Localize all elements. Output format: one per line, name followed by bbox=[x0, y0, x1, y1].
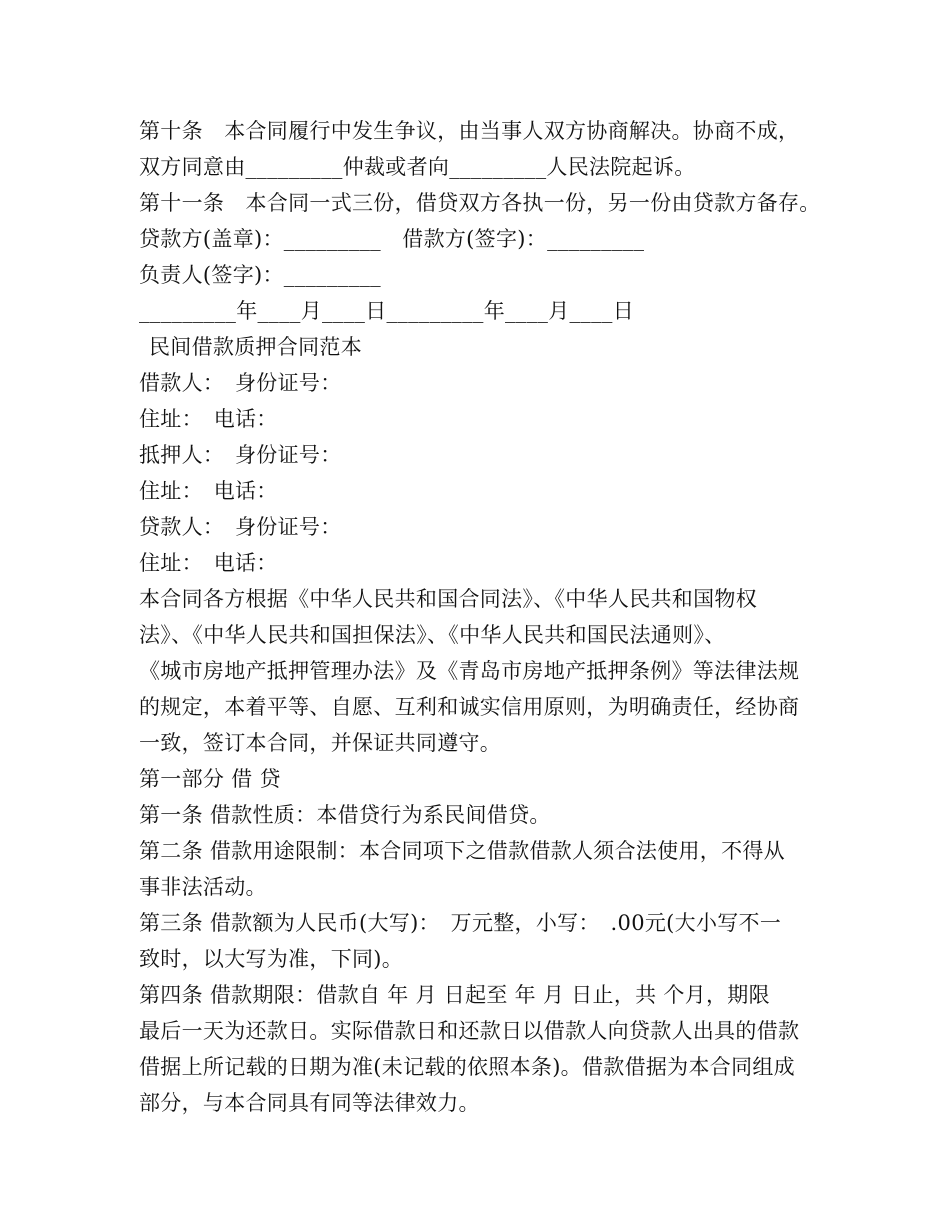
text-line: 第三条 借款额为人民币(大写)： 万元整，小写： .00元(大小写不一 bbox=[139, 911, 782, 935]
text-line: 《城市房地产抵押管理办法》及《青岛市房地产抵押条例》等法律法规 bbox=[139, 659, 800, 683]
text-line: 贷款人： 身份证号： bbox=[139, 515, 342, 539]
text-line: 部分，与本合同具有同等法律效力。 bbox=[139, 1091, 480, 1115]
text-line: _________年____月____日_________年____月____日 bbox=[139, 299, 634, 323]
text-line: 致时，以大写为准，下同)。 bbox=[139, 947, 404, 971]
text-line: 法》、《中华人民共和国担保法》、《中华人民共和国民法通则》、 bbox=[139, 623, 726, 647]
text-line: 住址： 电话： bbox=[139, 407, 278, 431]
text-line: 抵押人： 身份证号： bbox=[139, 443, 342, 467]
text-line: 本合同各方根据《中华人民共和国合同法》、《中华人民共和国物权 bbox=[139, 587, 757, 611]
document-page bbox=[139, 113, 829, 1121]
text-line: 第十条 本合同履行中发生争议，由当事人双方协商解决。协商不成， bbox=[139, 119, 800, 143]
text-line: 贷款方(盖章)：_________ 借款方(签字)：_________ bbox=[139, 227, 645, 251]
text-line: 住址： 电话： bbox=[139, 479, 278, 503]
text-line: 住址： 电话： bbox=[139, 551, 278, 575]
text-line: 借据上所记载的日期为准(未记载的依照本条)。借款借据为本合同组成 bbox=[139, 1055, 795, 1079]
text-line: 第四条 借款期限：借款自 年 月 日起至 年 月 日止，共 个月，期限 bbox=[139, 983, 770, 1007]
document-title: 民间借款质押合同范本 bbox=[149, 335, 362, 359]
section-heading: 第一部分 借 贷 bbox=[139, 767, 281, 791]
text-line: 最后一天为还款日。实际借款日和还款日以借款人向贷款人出具的借款 bbox=[139, 1019, 800, 1043]
text-line: 借款人： 身份证号： bbox=[139, 371, 342, 395]
text-line: 一致，签订本合同，并保证共同遵守。 bbox=[139, 731, 502, 755]
text-line: 第一条 借款性质：本借贷行为系民间借贷。 bbox=[139, 803, 551, 827]
text-line: 第二条 借款用途限制：本合同项下之借款借款人须合法使用，不得从 bbox=[139, 839, 785, 863]
text-line: 双方同意由_________仲裁或者向_________人民法院起诉。 bbox=[139, 155, 696, 179]
text-line: 负责人(签字)：_________ bbox=[139, 263, 381, 287]
text-line: 第十一条 本合同一式三份，借贷双方各执一份，另一份由贷款方备存。 bbox=[139, 191, 821, 215]
text-line: 的规定，本着平等、自愿、互利和诚实信用原则，为明确责任，经协商 bbox=[139, 695, 800, 719]
text-line: 事非法活动。 bbox=[139, 875, 267, 899]
